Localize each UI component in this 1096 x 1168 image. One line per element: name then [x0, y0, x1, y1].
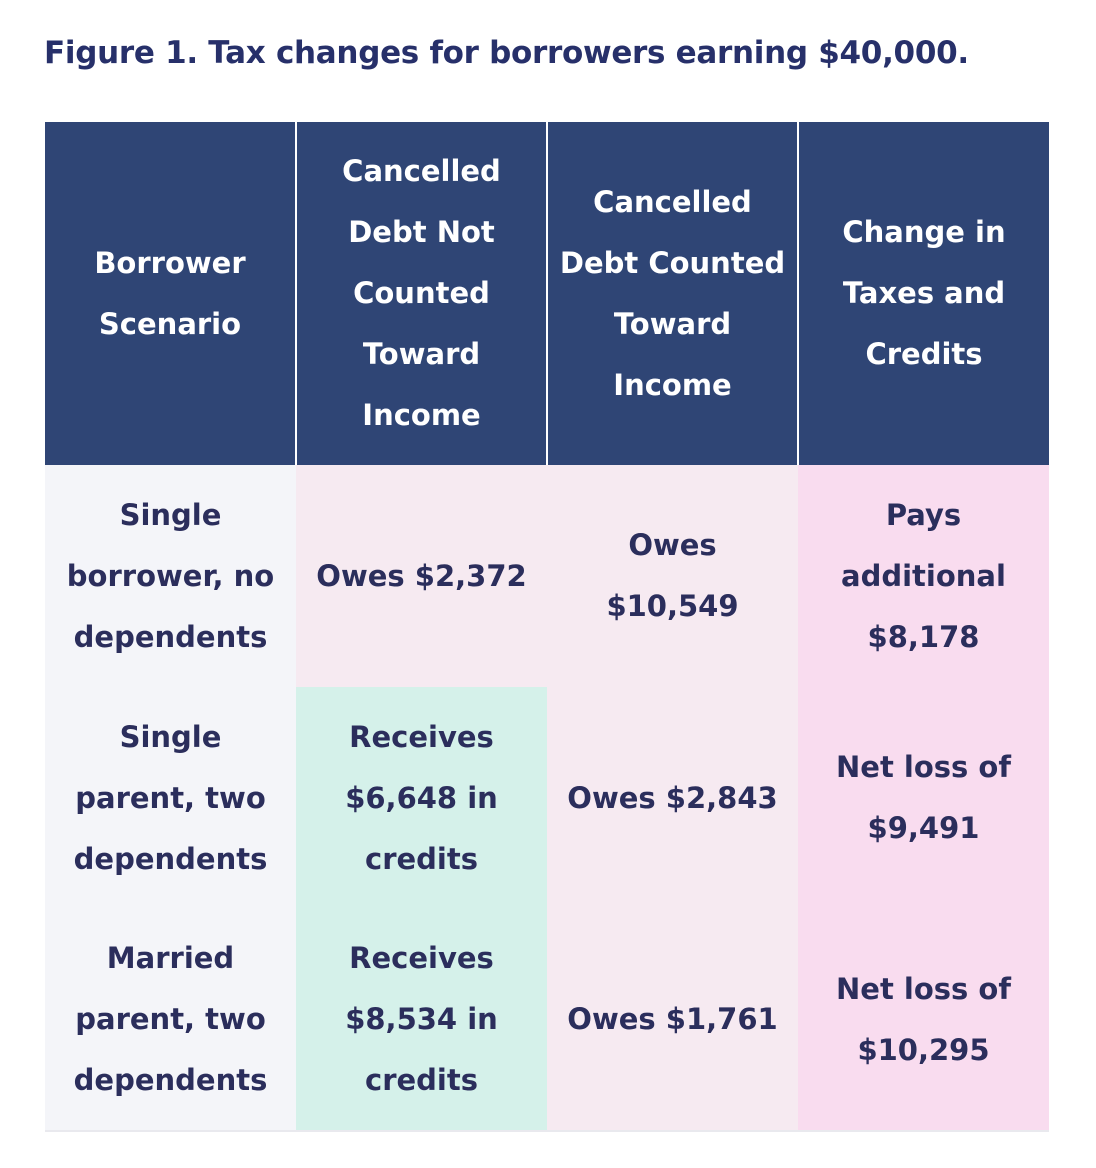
- change-cell: Net loss of $9,491: [798, 687, 1049, 909]
- table-row: [45, 687, 1049, 909]
- table-body: [45, 465, 1049, 1131]
- not-counted-cell: Receives $8,534 in credits: [296, 909, 547, 1131]
- scenario-cell: Single parent, two dependents: [45, 687, 296, 909]
- change-cell: Pays additional $8,178: [798, 465, 1049, 687]
- not-counted-cell: Receives $6,648 in credits: [296, 687, 547, 909]
- figure-title: Figure 1. Tax changes for borrowers earning $40,000.: [44, 35, 969, 71]
- header-change-in-taxes: Change in Taxes and Credits: [798, 122, 1049, 465]
- table-row: [45, 909, 1049, 1131]
- scenario-cell: Single borrower, no dependents: [45, 465, 296, 687]
- header-debt-counted: Cancelled Debt Counted Toward Income: [547, 122, 798, 465]
- change-cell: Net loss of $10,295: [798, 909, 1049, 1131]
- tax-changes-table: [45, 122, 1049, 1132]
- counted-cell: Owes $1,761: [547, 909, 798, 1131]
- table-row: [45, 465, 1049, 687]
- counted-cell: Owes $2,843: [547, 687, 798, 909]
- header-borrower-scenario: Borrower Scenario: [45, 122, 296, 465]
- counted-cell: Owes $10,549: [547, 465, 798, 687]
- table-header: [45, 122, 1049, 465]
- scenario-cell: Married parent, two dependents: [45, 909, 296, 1131]
- not-counted-cell: Owes $2,372: [296, 465, 547, 687]
- header-debt-not-counted: Cancelled Debt Not Counted Toward Income: [296, 122, 547, 465]
- header-row: [45, 122, 1049, 465]
